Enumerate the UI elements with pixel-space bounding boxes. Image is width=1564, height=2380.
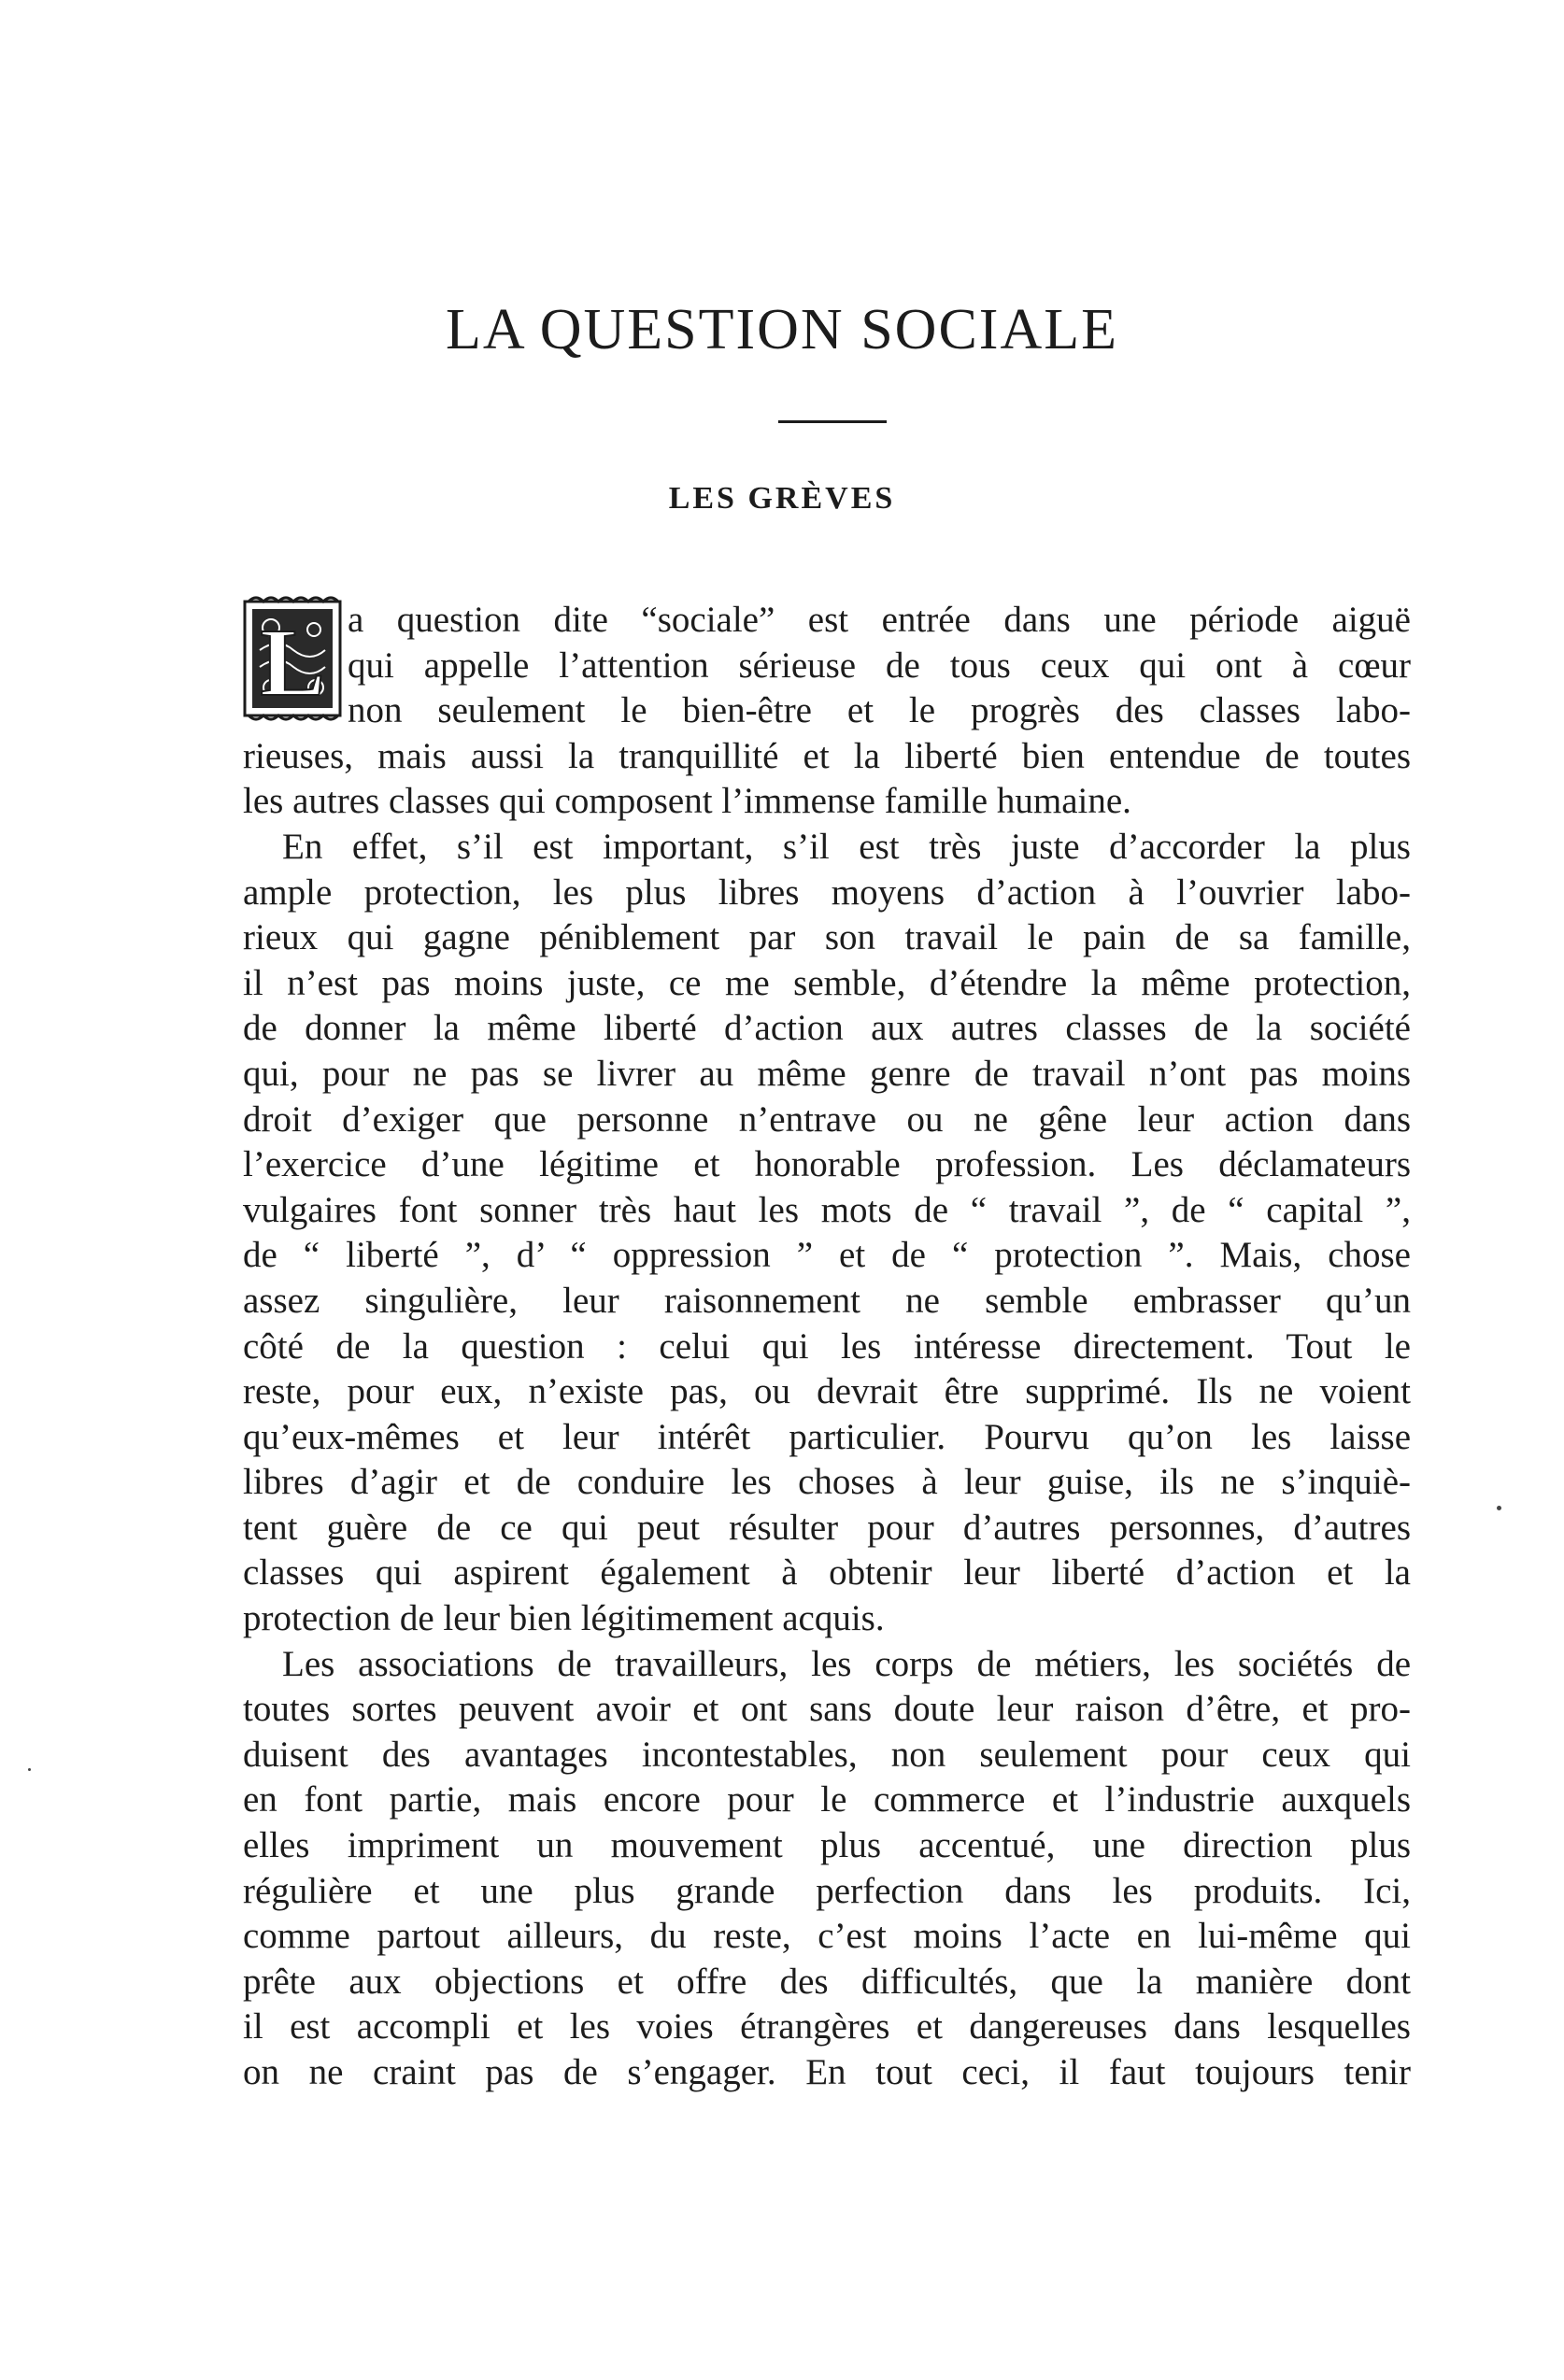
print-speck	[1497, 1506, 1501, 1510]
text-line: tent guère de ce qui peut résulter pour d’autres personnes, d’autres	[243, 1507, 1411, 1548]
section-heading: LES GRÈVES	[668, 481, 896, 516]
text-line: libres d’agir et de conduire les choses à leur guise, ils ne s’inquiè-	[243, 1462, 1411, 1503]
text-line: de donner la même liberté d’action aux autres classes de la société	[243, 1008, 1411, 1049]
text-line: qu’eux-mêmes et leur intérêt particulier. Pourvu qu’on les laisse	[243, 1416, 1411, 1457]
text-line: ample protection, les plus libres moyens d’action à l’ouvrier labo-	[243, 871, 1411, 913]
text-line: vulgaires font sonner très haut les mots de “ travail ”, de “ capital ”,	[243, 1189, 1411, 1230]
text-line: qui appelle l’attention sérieuse de tous ceux qui ont à cœur	[348, 645, 1411, 686]
text-line: l’exercice d’une légitime et honorable profession. Les déclamateurs	[243, 1144, 1411, 1185]
text-line: les autres classes qui composent l’immense famille humaine.	[243, 781, 1131, 822]
text-line: comme partout ailleurs, du reste, c’est moins l’acte en lui-même qui	[243, 1916, 1411, 1957]
text-line: duisent des avantages incontestables, non seulement pour ceux qui	[243, 1734, 1411, 1775]
title-divider	[778, 420, 887, 423]
text-line: il est accompli et les voies étrangères et dangereuses dans lesquelles	[243, 2006, 1411, 2047]
print-speck	[28, 1768, 31, 1771]
text-line: reste, pour eux, n’existe pas, ou devrait être supprimé. Ils ne voient	[243, 1371, 1411, 1412]
text-line: non seulement le bien-être et le progrès des classes labo-	[348, 690, 1411, 731]
text-line: assez singulière, leur raisonnement ne semble embrasser qu’un	[243, 1280, 1411, 1321]
text-line: Les associations de travailleurs, les corps de métiers, les sociétés de	[282, 1643, 1411, 1684]
paragraph-3	[243, 1642, 1411, 2096]
text-line: classes qui aspirent également à obtenir leur liberté d’action et la	[243, 1552, 1411, 1594]
dropcap-letter: L	[260, 609, 325, 716]
text-line: de “ liberté ”, d’ “ oppression ” et de “ protection ”. Mais, chose	[243, 1235, 1411, 1276]
text-line: on ne craint pas de s’engager. En tout ceci, il faut toujours tenir	[243, 2052, 1411, 2092]
text-line: côté de la question : celui qui les intéresse directement. Tout le	[243, 1325, 1411, 1367]
page-title: LA QUESTION SOCIALE	[446, 298, 1118, 361]
text-line: protection de leur bien légitimement acquis.	[243, 1598, 885, 1639]
text-line: qui, pour ne pas se livrer au même genre de travail n’ont pas moins	[243, 1053, 1411, 1094]
text-line: rieuses, mais aussi la tranquillité et la liberté bien entendue de toutes	[243, 735, 1411, 776]
text-line: elles impriment un mouvement plus accentué, une direction plus	[243, 1825, 1411, 1866]
text-line: rieux qui gagne péniblement par son travail le pain de sa famille,	[243, 917, 1411, 958]
text-line: il n’est pas moins juste, ce me semble, d’étendre la même protection,	[243, 962, 1411, 1003]
paragraph-1	[243, 598, 1411, 825]
paragraph-2	[243, 825, 1411, 1642]
text-line: a question dite “sociale” est entrée dans une période aiguë	[348, 600, 1411, 640]
text-line: en font partie, mais encore pour le commerce et l’industrie auxquels	[243, 1779, 1411, 1820]
text-line: prête aux objections et offre des difficultés, que la manière dont	[243, 1961, 1411, 2002]
text-line: toutes sortes peuvent avoir et ont sans doute leur raison d’être, et pro-	[243, 1689, 1411, 1730]
text-line: En effet, s’il est important, s’il est très juste d’accorder la plus	[282, 826, 1411, 867]
text-line: droit d’exiger que personne n’entrave ou ne gêne leur action dans	[243, 1098, 1411, 1140]
text-line: régulière et une plus grande perfection dans les produits. Ici,	[243, 1870, 1411, 1911]
body-text	[243, 598, 1411, 2096]
